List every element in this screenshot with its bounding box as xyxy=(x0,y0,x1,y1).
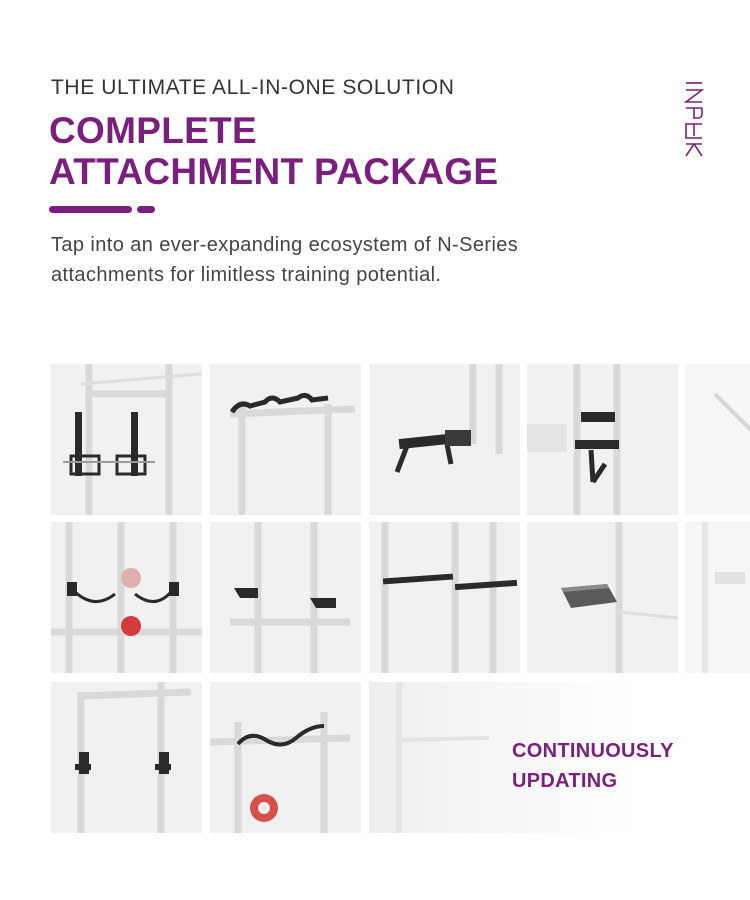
rack-hooks-icon xyxy=(51,682,202,833)
tile-faded-attachment[interactable] xyxy=(685,522,750,673)
tile-curved-pullup-bar[interactable] xyxy=(210,682,361,833)
tile-j-hooks[interactable] xyxy=(210,522,361,673)
tile-rack-hooks[interactable] xyxy=(51,682,202,833)
j-hooks-icon xyxy=(210,522,361,673)
leg-extension-seat-icon xyxy=(527,364,678,515)
tile-multi-grip-pullup-bar[interactable] xyxy=(210,364,361,515)
tile-landmine-handles[interactable] xyxy=(51,364,202,515)
cable-attachment-icon xyxy=(685,364,750,515)
curved-pullup-bar-icon xyxy=(210,682,361,833)
page-title xyxy=(49,110,498,192)
description xyxy=(51,230,651,290)
tile-cable-attachment[interactable] xyxy=(685,364,750,515)
description-line-1: Tap into an ever-expanding ecosystem of N-Series xyxy=(51,234,519,256)
faded-rack-icon xyxy=(369,682,489,833)
multi-grip-pullup-bar-icon xyxy=(210,364,361,515)
landmine-handles-icon xyxy=(51,364,202,515)
accent-bar-long xyxy=(49,206,132,213)
brand-logo xyxy=(684,80,704,160)
tile-safety-bars[interactable] xyxy=(369,522,520,673)
flat-bench-icon xyxy=(369,364,520,515)
faded-attachment-icon xyxy=(685,522,750,673)
title-line-2: ATTACHMENT PACKAGE xyxy=(49,151,499,192)
platform-plate-icon xyxy=(527,522,678,673)
description-line-2: attachments for limitless training potential. xyxy=(51,264,442,286)
safety-bars-icon xyxy=(369,522,520,673)
callout-line-1: CONTINUOUSLY xyxy=(512,740,674,762)
tile-leg-extension-seat[interactable] xyxy=(527,364,678,515)
accent-bar-short xyxy=(137,206,155,213)
eyebrow-text: THE ULTIMATE ALL-IN-ONE SOLUTION xyxy=(51,76,455,99)
tile-platform-plate[interactable] xyxy=(527,522,678,673)
title-line-1: COMPLETE xyxy=(49,110,257,151)
tile-flat-bench[interactable] xyxy=(369,364,520,515)
tile-strap-holder[interactable] xyxy=(51,522,202,673)
callout-line-2: UPDATING xyxy=(512,770,618,792)
strap-holder-icon xyxy=(51,522,202,673)
continuously-updating-callout xyxy=(512,736,674,796)
